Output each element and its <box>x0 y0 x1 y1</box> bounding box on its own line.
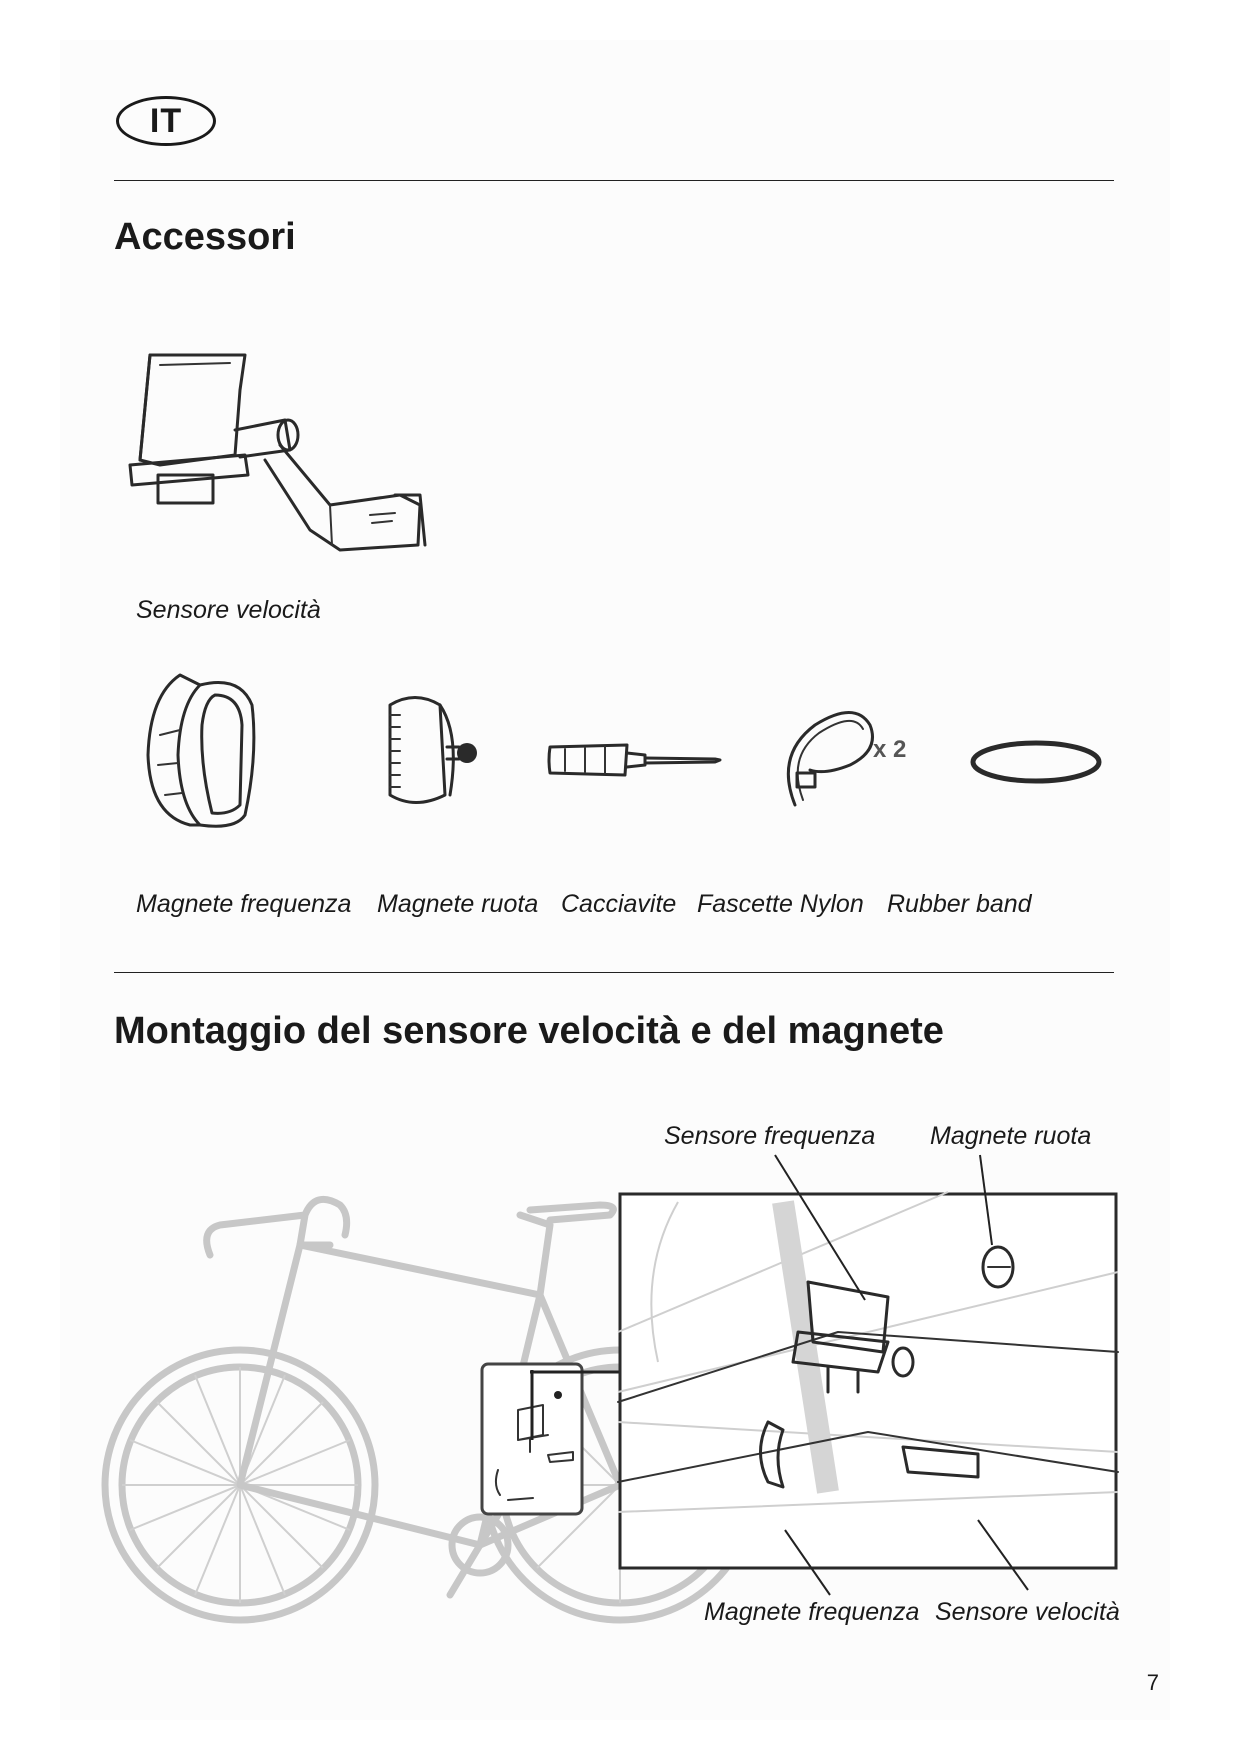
speed-sensor-illustration <box>120 345 460 575</box>
cadence-magnet-icon <box>140 665 260 835</box>
accessory-label-cadence-magnet: Magnete frequenza <box>136 890 352 918</box>
screwdriver-icon <box>545 735 725 785</box>
middle-divider <box>114 972 1114 973</box>
speed-sensor-label: Sensore velocità <box>136 596 321 624</box>
accessory-label-rubber-band: Rubber band <box>887 890 1032 918</box>
accessory-label-cable-ties: Fascette Nylon <box>697 890 864 918</box>
top-divider <box>114 180 1114 181</box>
rubber-band-icon <box>970 738 1110 788</box>
callout-cadence-sensor: Sensore frequenza <box>664 1122 876 1150</box>
accessory-label-screwdriver: Cacciavite <box>561 890 677 918</box>
mounting-title: Montaggio del sensore velocità e del magnete <box>114 1010 944 1052</box>
accessories-title: Accessori <box>114 216 296 258</box>
page-number: 7 <box>1146 1670 1159 1695</box>
language-badge: IT <box>116 96 216 146</box>
quantity-label: x 2 <box>873 736 907 763</box>
inset-connector-line <box>530 1370 630 1380</box>
callout-cadence-magnet: Magnete frequenza <box>704 1598 920 1626</box>
callout-leader-lines <box>770 1150 1100 1600</box>
wheel-magnet-icon <box>375 685 485 815</box>
inset-connector-vertical <box>530 1370 540 1440</box>
cable-tie-icon <box>775 695 925 815</box>
callout-speed-sensor: Sensore velocità <box>935 1598 1120 1626</box>
accessory-label-wheel-magnet: Magnete ruota <box>377 890 539 918</box>
callout-wheel-magnet: Magnete ruota <box>930 1122 1092 1150</box>
